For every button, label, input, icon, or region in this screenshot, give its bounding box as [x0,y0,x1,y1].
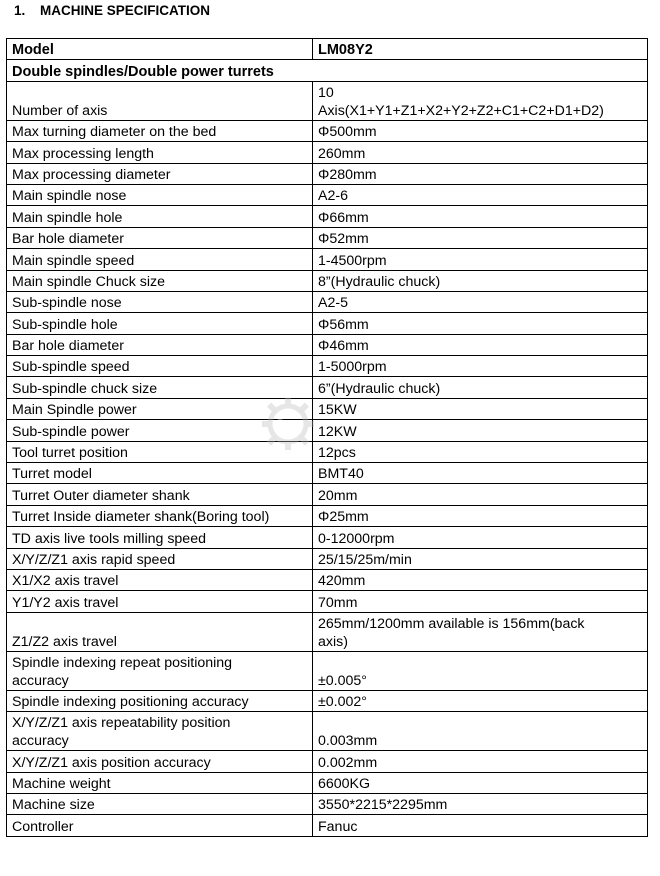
spec-label: X/Y/Z/Z1 axis repeatability position accuracy [7,712,313,751]
table-row [7,772,648,793]
spec-label: Y1/Y2 axis travel [7,591,313,612]
spec-value: 260mm [313,142,648,163]
spec-value: 1-5000rpm [313,356,648,377]
spec-value: A2-5 [313,291,648,312]
table-row [7,793,648,814]
table-row [7,184,648,205]
spec-label: Sub-spindle nose [7,291,313,312]
table-row [7,548,648,569]
spec-value: 25/15/25m/min [313,548,648,569]
spec-label: Max processing length [7,142,313,163]
spec-value: Φ25mm [313,505,648,526]
table-row [7,463,648,484]
spec-value: 0-12000rpm [313,527,648,548]
table-row [7,569,648,590]
section-number: 1. [14,3,26,18]
spec-value: BMT40 [313,463,648,484]
spec-label: Controller [7,815,313,836]
spec-label: Turret Inside diameter shank(Boring tool) [7,505,313,526]
table-row [7,334,648,355]
spec-label: Spindle indexing repeat positioning accuracy [7,651,313,690]
spec-value: 1-4500rpm [313,249,648,270]
table-row [7,505,648,526]
table-row [7,227,648,248]
table-row [7,591,648,612]
spec-value: 0.002mm [313,751,648,772]
spec-label: Bar hole diameter [7,334,313,355]
spec-label: Machine weight [7,772,313,793]
table-row [7,163,648,184]
table-row [7,249,648,270]
spec-label: X1/X2 axis travel [7,569,313,590]
spec-value: 6600KG [313,772,648,793]
spec-value: Φ280mm [313,163,648,184]
spec-value: 6”(Hydraulic chuck) [313,377,648,398]
header-label: Model [7,39,313,60]
table-row [7,420,648,441]
spec-value: Φ52mm [313,227,648,248]
spec-label: Spindle indexing positioning accuracy [7,690,313,711]
spec-label: Turret Outer diameter shank [7,484,313,505]
table-row [7,612,648,651]
table-row [7,815,648,836]
table-row [7,484,648,505]
spec-label: Max turning diameter on the bed [7,120,313,141]
spec-label: Main spindle nose [7,184,313,205]
table-row [7,751,648,772]
spec-value: Fanuc [313,815,648,836]
gear-logo-icon [258,394,318,454]
spec-label: X/Y/Z/Z1 axis position accuracy [7,751,313,772]
table-row [7,527,648,548]
spec-label: Sub-spindle chuck size [7,377,313,398]
specification-table-body [7,39,648,837]
section-heading [14,3,210,18]
spec-label: Machine size [7,793,313,814]
spec-value: Φ46mm [313,334,648,355]
spec-label: Max processing diameter [7,163,313,184]
table-row [7,81,648,120]
spec-value: 15KW [313,398,648,419]
spec-value: Φ66mm [313,206,648,227]
spec-label: Sub-spindle speed [7,356,313,377]
spec-label: Number of axis [7,81,313,120]
spec-label: Main spindle speed [7,249,313,270]
spec-value: 265mm/1200mm available is 156mm(back axis) [313,612,648,651]
spec-label: Bar hole diameter [7,227,313,248]
table-row [7,206,648,227]
spec-label: Main spindle Chuck size [7,270,313,291]
spec-value: ±0.005° [313,651,648,690]
spec-label: Turret model [7,463,313,484]
spec-value: 3550*2215*2295mm [313,793,648,814]
spec-label: X/Y/Z/Z1 axis rapid speed [7,548,313,569]
table-row [7,398,648,419]
spec-value: 0.003mm [313,712,648,751]
spec-value: Φ56mm [313,313,648,334]
spec-value: 20mm [313,484,648,505]
table-subtitle: Double spindles/Double power turrets [7,60,648,81]
table-row [7,690,648,711]
specification-table [6,38,648,837]
spec-label: Main spindle hole [7,206,313,227]
table-header-row [7,39,648,60]
table-row [7,441,648,462]
spec-label: Sub-spindle power [7,420,313,441]
section-title: MACHINE SPECIFICATION [40,3,211,18]
spec-label: Tool turret position [7,441,313,462]
spec-label: TD axis live tools milling speed [7,527,313,548]
spec-label: Sub-spindle hole [7,313,313,334]
table-row [7,142,648,163]
spec-value: Φ500mm [313,120,648,141]
table-row [7,356,648,377]
table-row [7,712,648,751]
spec-label: Z1/Z2 axis travel [7,612,313,651]
spec-value: 70mm [313,591,648,612]
spec-value: 10 Axis(X1+Y1+Z1+X2+Y2+Z2+C1+C2+D1+D2) [313,81,648,120]
table-row [7,313,648,334]
spec-value: 12pcs [313,441,648,462]
header-value: LM08Y2 [313,39,648,60]
spec-value: 8”(Hydraulic chuck) [313,270,648,291]
spec-label: Main Spindle power [7,398,313,419]
table-row [7,270,648,291]
table-row [7,291,648,312]
table-subtitle-row [7,60,648,81]
spec-value: 420mm [313,569,648,590]
table-row [7,651,648,690]
table-row [7,377,648,398]
table-row [7,120,648,141]
spec-value: ±0.002° [313,690,648,711]
spec-value: 12KW [313,420,648,441]
spec-value: A2-6 [313,184,648,205]
